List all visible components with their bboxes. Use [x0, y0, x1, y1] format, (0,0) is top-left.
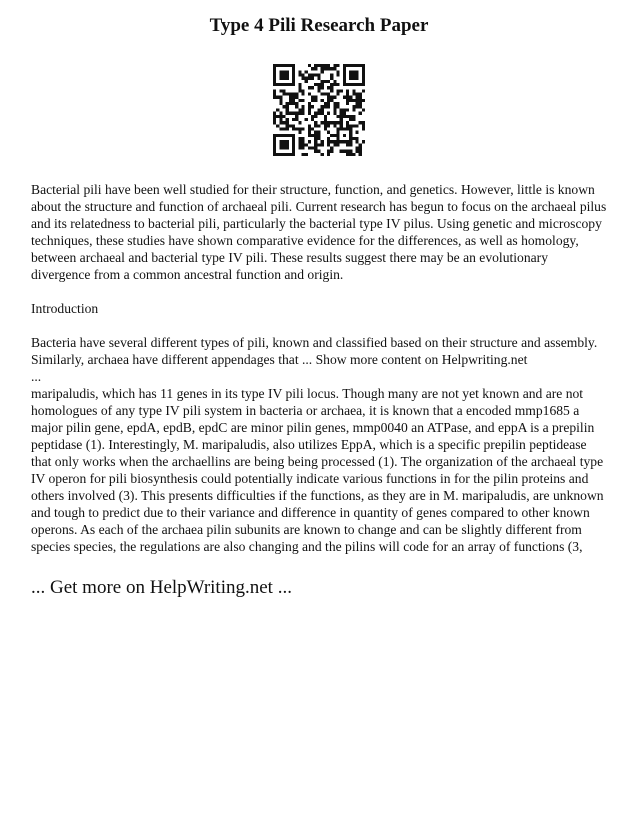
intro-paragraph: Bacteria have several different types of pili, known and classified based on their structure and assembly. Similarly, archaea have different appendages that ... Show more content on Helpwriting.net [31, 335, 598, 367]
continued-paragraph: maripaludis, which has 11 genes in its type IV pili locus. Though many are not yet known and are not homologues of any type IV pili system in bacteria or archaea, it is known that a encoded mmp1685 a major pilin gene, epdA, epdB, epdC are minor pilin genes, mmp0040 an ATPase, and eppA is a prepilin peptidase (1). Interestingly, M. maripaludis, also utilizes EppA, which is a specific prepilin peptidease that only works when the archaellins are being being processed (1). The organization of the archaeal type IV operon for pili biosynthesis could potentially indicate various functions in for the pilin proteins and others involved (3). This presents difficulties if the functions, as they are in M. maripaludis, are unknown and tough to predict due to their variance and difference in quantity of genes compared to other known operons. As each of the archaea pilin subunits are known to change and can be slightly different from species species, the regulations are also changing and the pilins will code for an array of functions (3, [31, 386, 604, 554]
section-heading: Introduction [31, 301, 99, 316]
ellipsis-line: ... [31, 369, 42, 384]
body-text [31, 181, 609, 555]
get-more-link[interactable]: ... Get more on HelpWriting.net ... [31, 577, 292, 598]
page-title: Type 4 Pili Research Paper [209, 15, 429, 36]
abstract-paragraph: Bacterial pili have been well studied for their structure, function, and genetics. However, little is known about the structure and function of archaeal pili. Current research has begun to focus on the archaeal pilus and its relatedness to bacterial pili, particularly the bacterial type IV pilus. Using genetic and microscopy techniques, these studies have shown comparative evidence for the differences, as well as homology, between archaeal and bacterial type IV pili. These results suggest there may be an evolutionary divergence from a common ancestral function and origin. [31, 182, 607, 282]
qr-code-icon[interactable] [273, 64, 365, 156]
qr-code-graphic [273, 64, 365, 156]
